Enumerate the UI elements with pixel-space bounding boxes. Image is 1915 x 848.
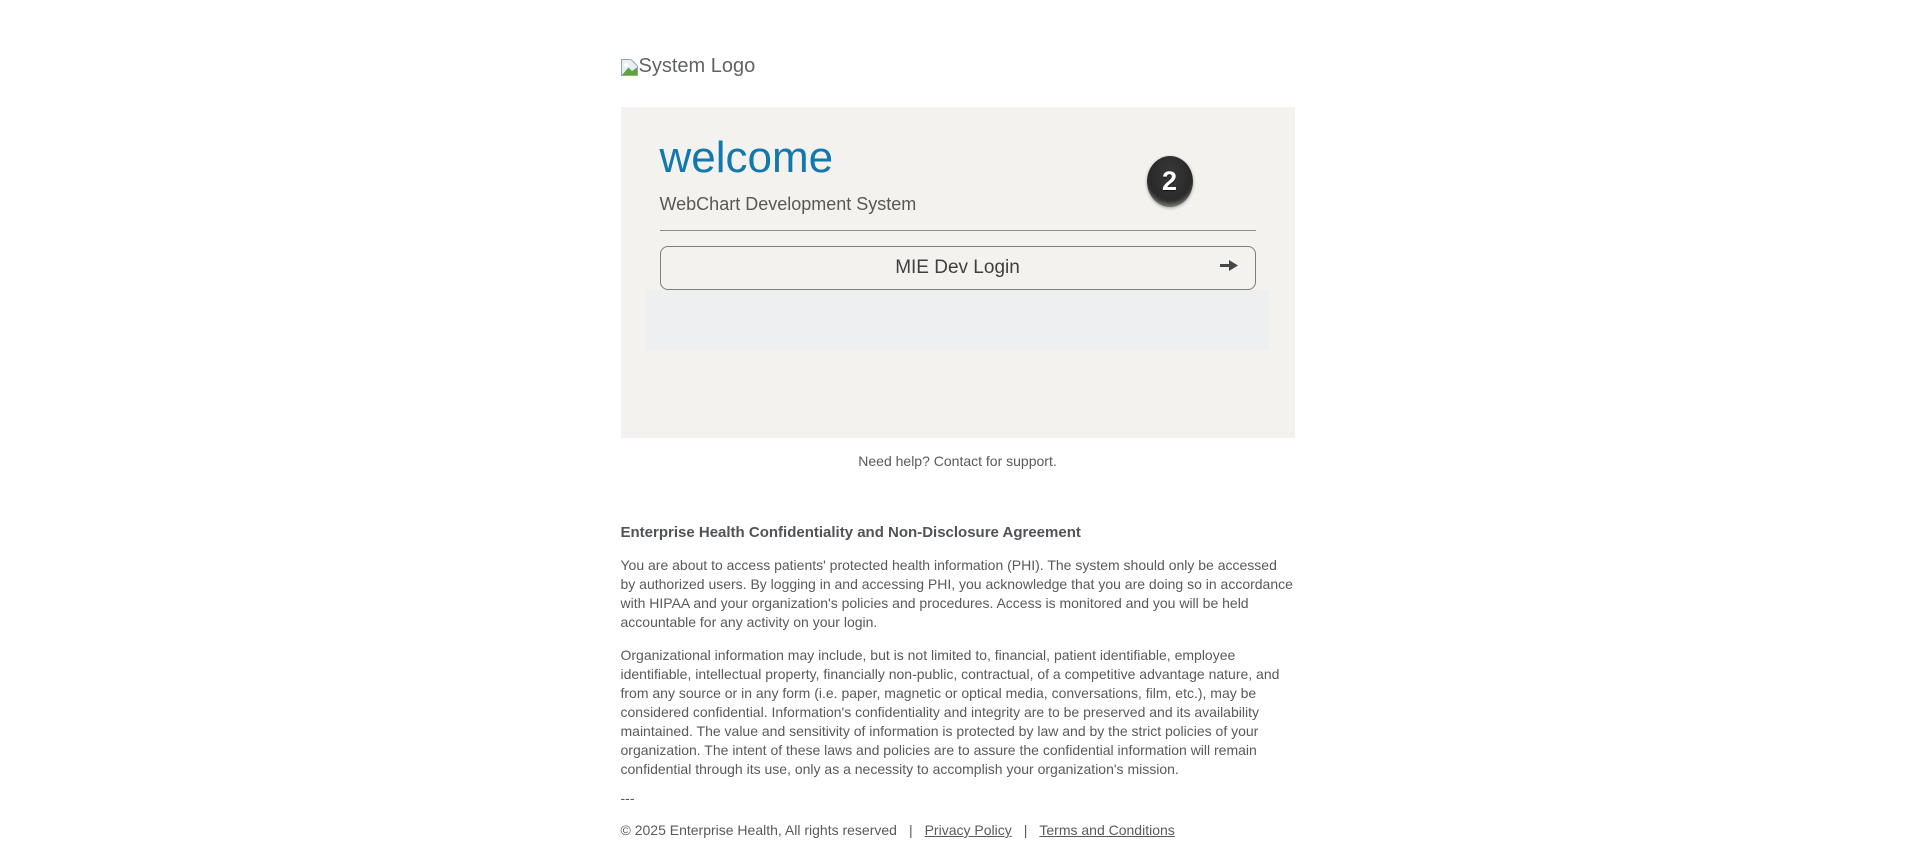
agreement-paragraph-2: Organizational information may include, but is not limited to, financial, patient identifiable, employee identifiable, intellectual property, financially non-public, contractual, of a competitive advantage nature, and from any source or in any form (i.e. paper, magnetic or optical media, conversations, film, etc.), may be considered confidential. Information's confidentiality and integrity are to be preserved and its availability maintained. The value and sensitivity of information is protected by law and by the strict policies of your organization. The intent of these laws and policies are to assure the confidential information will remain confidential through its use, only as a necessity to accomplish your organization's mission. xyxy=(620,647,1280,777)
login-button-label: MIE Dev Login xyxy=(895,257,1020,278)
agreement-section xyxy=(621,524,1295,808)
footer xyxy=(621,822,1295,838)
badge-count: 2 xyxy=(1161,166,1178,196)
help-text: Need help? Contact for support. xyxy=(858,453,1057,469)
broken-image-icon xyxy=(621,57,638,76)
agreement-paragraph-1: You are about to access patients' protected health information (PHI). The system should only be accessed by authorized users. By logging in and accessing PHI, you acknowledge that you are doing so in accordance with HIPAA and your organization's policies and procedures. Access is monitored and you will be held accountable for any activity on your login. xyxy=(620,557,1293,630)
copyright-text: © 2025 Enterprise Health, All rights reserved xyxy=(620,822,897,838)
mie-dev-login-button[interactable] xyxy=(660,246,1256,290)
terms-and-conditions-link[interactable]: Terms and Conditions xyxy=(1039,822,1175,838)
main-content xyxy=(621,0,1295,838)
footer-separator: | xyxy=(1023,822,1028,838)
privacy-policy-link[interactable]: Privacy Policy xyxy=(924,822,1012,838)
footer-separator: | xyxy=(908,822,913,838)
agreement-separator: --- xyxy=(620,790,635,806)
arrow-right-icon xyxy=(1219,257,1239,279)
system-logo xyxy=(621,0,1295,78)
system-name: WebChart Development System xyxy=(659,194,917,214)
secondary-login-section xyxy=(647,290,1269,350)
agreement-heading: Enterprise Health Confidentiality and Non-Disclosure Agreement xyxy=(620,524,1081,541)
login-card xyxy=(621,107,1295,438)
divider xyxy=(660,230,1256,231)
notification-badge xyxy=(1147,156,1193,207)
logo-alt-text: System Logo xyxy=(638,55,756,77)
welcome-heading: welcome xyxy=(659,133,834,182)
